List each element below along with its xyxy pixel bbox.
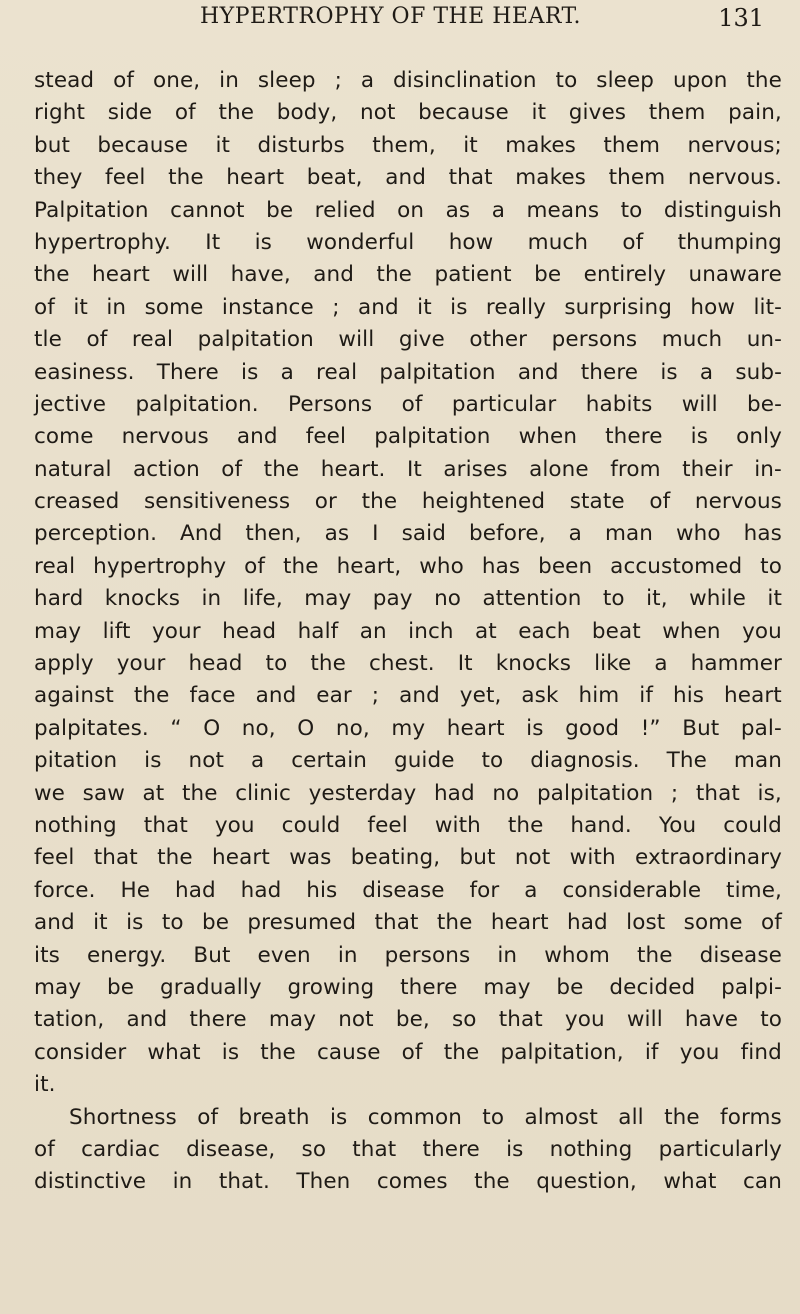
text-line: tation, and there may not be, so that you will have to [34,1007,782,1033]
text-line: feel that the heart was beating, but not with extraordinary [34,845,782,871]
text-line: against the face and ear ; and yet, ask him if his heart [34,683,782,709]
text-line: pitation is not a certain guide to diagnosis. The man [34,748,782,774]
text-line: consider what is the cause of the palpitation, if you find [34,1039,782,1065]
body-text [34,65,782,1199]
text-line: hypertrophy. It is wonderful how much of thumping [34,229,782,255]
text-line: right side of the body, not because it gives them pain, [34,100,782,126]
text-line: its energy. But even in persons in whom the disease [34,942,782,968]
running-head-title: HYPERTROPHY OF THE HEART. [200,4,581,29]
text-line: may be gradually growing there may be decided palpi- [34,974,782,1000]
text-line: of it in some instance ; and it is really surprising how lit- [34,294,782,320]
text-line: jective palpitation. Persons of particular habits will be- [34,391,782,417]
text-line: distinctive in that. Then comes the question, what can [34,1169,782,1195]
text-line: perception. And then, as I said before, a man who has [34,521,782,547]
text-line: palpitates. “ O no, O no, my heart is good !” But pal- [34,715,782,741]
page-number: 131 [718,4,764,32]
text-line: we saw at the clinic yesterday had no palpitation ; that is, [34,780,782,806]
text-line: but because it disturbs them, it makes them nervous; [34,132,782,158]
text-line: come nervous and feel palpitation when there is only [34,424,782,450]
running-head [0,2,800,42]
text-line: they feel the heart beat, and that makes them nervous. [34,165,782,191]
text-line: Shortness of breath is common to almost all the forms [69,1104,782,1130]
text-line: hard knocks in life, may pay no attention to it, while it [34,586,782,612]
text-line: natural action of the heart. It arises alone from their in- [34,456,782,482]
text-line: creased sensitiveness or the heightened state of nervous [34,489,782,515]
text-line: force. He had had his disease for a considerable time, [34,877,782,903]
text-line: stead of one, in sleep ; a disinclination to sleep upon the [34,68,782,93]
text-line: it. [34,1072,56,1098]
text-line: real hypertrophy of the heart, who has been accustomed to [34,553,782,579]
text-line: easiness. There is a real palpitation and there is a sub- [34,359,782,385]
text-line: tle of real palpitation will give other persons much un- [34,327,782,353]
text-line: the heart will have, and the patient be entirely unaware [34,262,782,288]
text-line: nothing that you could feel with the hand. You could [34,812,782,838]
text-line: and it is to be presumed that the heart had lost some of [34,910,782,936]
text-line: Palpitation cannot be relied on as a means to distinguish [34,197,782,223]
text-line: of cardiac disease, so that there is nothing particularly [34,1136,782,1162]
text-line: apply your head to the chest. It knocks like a hammer [34,651,782,677]
text-line: may lift your head half an inch at each beat when you [34,618,782,644]
